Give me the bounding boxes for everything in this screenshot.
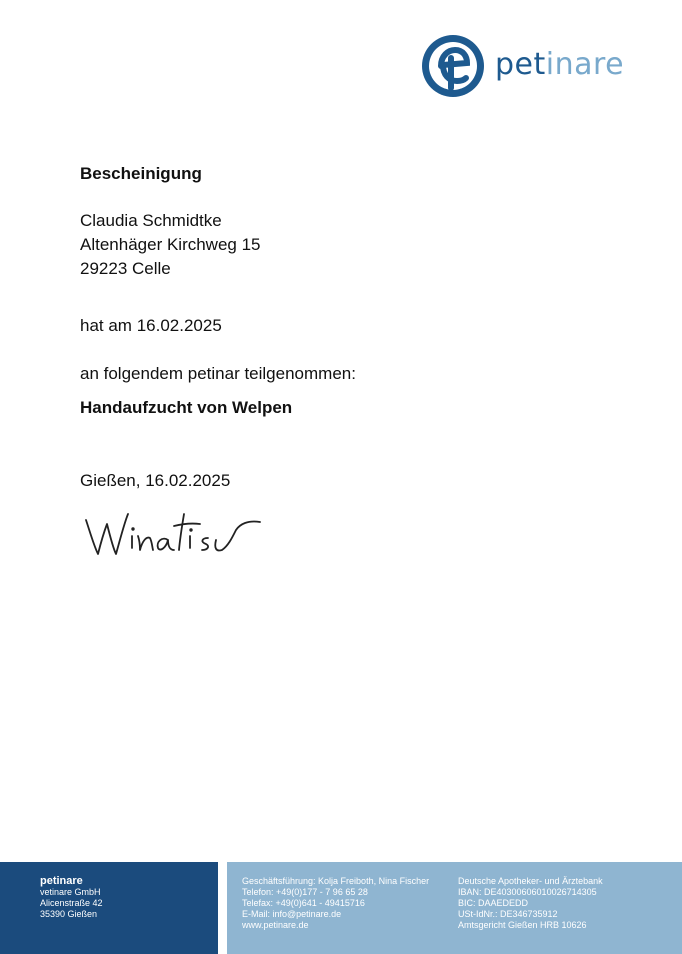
footer-company-name: vetinare GmbH	[40, 887, 101, 897]
footer-brand: petinare	[40, 875, 83, 887]
footer	[0, 862, 682, 954]
footer-company-panel	[0, 862, 218, 954]
logo-wordmark-light: inare	[545, 47, 625, 82]
footer-bank-info	[458, 876, 603, 931]
recipient-street: Altenhäger Kirchweg 15	[80, 235, 261, 254]
footer-company-city: 35390 Gießen	[40, 909, 98, 919]
footer-iban: IBAN: DE40300606010026714305	[458, 887, 597, 897]
recipient-city: 29223 Celle	[80, 259, 171, 278]
place-and-date: Gießen, 16.02.2025	[80, 471, 231, 490]
participation-intro: an folgendem petinar teilgenommen:	[80, 364, 356, 383]
course-title: Handaufzucht von Welpen	[80, 398, 293, 417]
recipient-name: Claudia Schmidtke	[80, 211, 222, 230]
petinare-logo-icon	[421, 34, 485, 98]
footer-register: Amtsgericht Gießen HRB 10626	[458, 920, 587, 930]
footer-company-street: Alicenstraße 42	[40, 898, 103, 908]
footer-website: www.petinare.de	[242, 920, 309, 930]
footer-fax: Telefax: +49(0)641 - 49415716	[242, 898, 365, 908]
footer-email: E-Mail: info@petinare.de	[242, 909, 342, 919]
document-heading: Bescheinigung	[80, 164, 202, 183]
logo-wordmark-dark: pet	[495, 47, 546, 82]
footer-company-info	[40, 875, 103, 920]
footer-vat-id: USt-IdNr.: DE346735912	[458, 909, 558, 919]
handwritten-signature	[82, 502, 274, 568]
participation-date: hat am 16.02.2025	[80, 316, 222, 335]
footer-bank-name: Deutsche Apotheker- und Ärztebank	[458, 876, 603, 886]
footer-contact-info	[242, 876, 429, 931]
footer-phone: Telefon: +49(0)177 - 7 96 65 28	[242, 887, 368, 897]
footer-bic: BIC: DAAEDEDD	[458, 898, 529, 908]
footer-details-panel	[227, 862, 682, 954]
logo-wordmark	[495, 47, 624, 82]
petinare-logo	[421, 33, 641, 99]
footer-management: Geschäftsführung: Kolja Freiboth, Nina Fischer	[242, 876, 430, 886]
